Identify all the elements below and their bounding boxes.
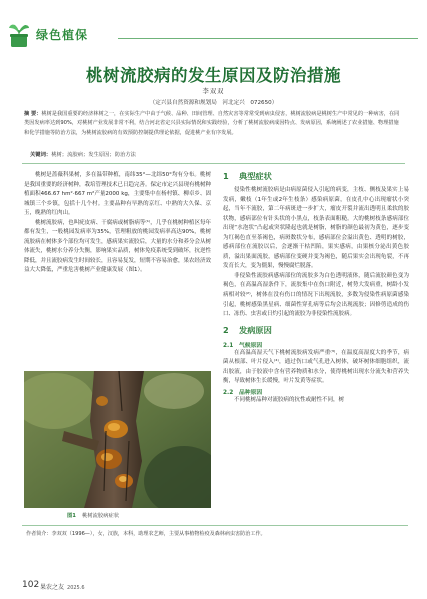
section-2-heading: [223, 325, 409, 336]
body-paragraph: 非侵染性流胶病感病部位的流胶多为白色透明液体，随后流胶颜色变为褐色，在高温高湿条件下，流胶集中在伤口附近，树势大发病重，树龄小发病相对较⁽²⁾，树体在没有伤口的情况下出现流胶，多数为侵染性病原菌感染引起，桃树感染黑星病、细菌性穿孔病等后均会出现流胶；因修剪造成的伤口、冻伤、虫害或日灼引起的流胶为非侵染性流胶病。: [223, 272, 409, 318]
sprout-icon: [8, 22, 30, 48]
section-title: 发病原因: [239, 324, 272, 335]
figure-label: 图1: [67, 513, 76, 519]
body-paragraph: 桃树是蔷薇科果树，多在温带种植，南纬35°—北纬50°均有分布。桃树是我国重要的经济树种，栽培管理技术已日趋完善。保定市定兴县现有桃树种植面积466.67 hm²·667 m²产量2000 kg，主要集中在杨村镇、柳卓乡、固城镇三个乡镇，包括十几个村。主要品种有早熟的京红、中熟的大久保、京玉，晚熟的红肉山。: [24, 172, 212, 217]
article-affiliation: （定兴县自然资源和规划局 河北定兴 072650）: [149, 100, 278, 106]
abstract-text: 桃树是我国重要的经济林树之一，在实际生产中由于气候、品种、田间管理、自然灾害等常常受到病虫侵害，桃树流胶病是桃树生产中常见的一种病害，在同类因发病率达到90%，对桃树产业发展非常不利，结合河北省定兴县实际情况和实践经验，分析了桃树流胶病成因特点、发病原因，系统阐述了农业措施、物理措施和化学措施等防治方法，为桃树流胶病的有效预防控制提供理论依据，促进桃产业有序发展。: [24, 111, 400, 136]
column-name: 绿色植保: [36, 28, 89, 42]
article-author: 李双双: [202, 88, 225, 95]
section-number: 2: [223, 324, 229, 335]
keywords: [30, 150, 402, 158]
figure-caption-text: 桃树流胶病症状: [81, 513, 120, 519]
author-footnote: 作者简介：李双双（1996—），女，汉族，本科，助理农艺师，主要从事植物检疫及森林病虫害防治工作。: [26, 531, 266, 537]
abstract-label: 摘 要：: [24, 111, 42, 117]
body-paragraph: 在高温高湿天气下桃树流胶病发病严重⁽³⁾，在温度高湿度大的季节，病菌从根部、叶片侵入⁽⁴⁾，通过伤口或气孔进入树体，破坏树体细胞组织，流出胶液，由于胶液中含有营养物质和水分，使得桃树出现水分流失和营养失衡，导致树体生长缓慢，叶片发黄等症状。: [223, 349, 409, 385]
keywords-label: 关键词：: [30, 152, 52, 158]
section-number: 1: [223, 171, 229, 181]
subsection-number: 2.1: [223, 342, 234, 349]
journal-name: [40, 582, 85, 591]
page-number: 102: [22, 580, 40, 590]
section-1-heading: [223, 171, 409, 182]
body-paragraph: 侵染性桃树流胶病是由病原菌侵入引起的病变，主枝、侧枝及果实上易发病，嫩枝（1年生或2年生枝条）感染病原菌，在皮孔中心出现瘤状小突起，当年不流胶，第二年病斑进一步扩大，瘤皮开裂并流出透明且柔软的胶状物，感病部位有针头状的小黑点，枝条表面粗糙。大的桃树枝条感病部位出现“水泡状”凸起或突状隆起也就是树脂，树脂的颜色最初为黄色，逐步变为红褐色直至茶褐色，病斑数状分布，感病部位会溢出黄色、透明的树胶，感病部位在流胶以后，会逐渐干枯凹陷，果实感病，由果核分泌出黄色胶质，溢出果面流胶，感病部位变硬并变为褐色，随后果实会出现龟裂，不再发育长大，变为僵果，慢慢腐烂脱落。: [223, 187, 409, 270]
subsection-number: 2.2: [223, 389, 234, 396]
article-title: 桃树流胶病的发生原因及防治措施: [86, 66, 341, 85]
left-column: [24, 171, 211, 276]
header-divider: [118, 38, 418, 39]
body-paragraph: 桃树流胶病，也叫疣皮病、干腐病或树脂病等⁽¹⁾，几乎在桃树种植区每年都有发生，一般桃园发病率为35%，管理粗放的桃园发病率高达90%，桃树流胶病在树体多个部位均可发生，感病果实流胶后，大量的水分和养分会从树体流失，桃树水分养分失衡，影响果实品质，树体免疫系统受到破坏，抗逆性降低，并且流胶病发生时间较长，且容易复发，短期不容易治愈，果农经济效益大大降低，严重危害桃树产业健康发展（图1）。: [24, 219, 212, 274]
journal-title: 果农之友: [40, 584, 65, 591]
figure-caption: [67, 511, 119, 519]
journal-issue: 2025.6: [67, 585, 85, 591]
subsection-title: 气候原因: [239, 342, 263, 349]
subsection-2-2-heading: [223, 387, 409, 396]
footnote-divider: [22, 525, 408, 526]
peach-gummosis-photo: [24, 371, 211, 508]
section-title: 典型症状: [239, 171, 272, 181]
subsection-title: 品种原因: [239, 389, 263, 396]
abstract-divider: [22, 163, 405, 164]
body-paragraph: 不同桃树品种对流胶病的抗性或耐性不同，树: [234, 396, 345, 403]
subsection-2-1-heading: [223, 340, 409, 349]
abstract: [24, 110, 402, 138]
right-column: [223, 186, 409, 405]
keywords-text: 桃树；流胶病；发生原因；防治方法: [51, 152, 136, 158]
